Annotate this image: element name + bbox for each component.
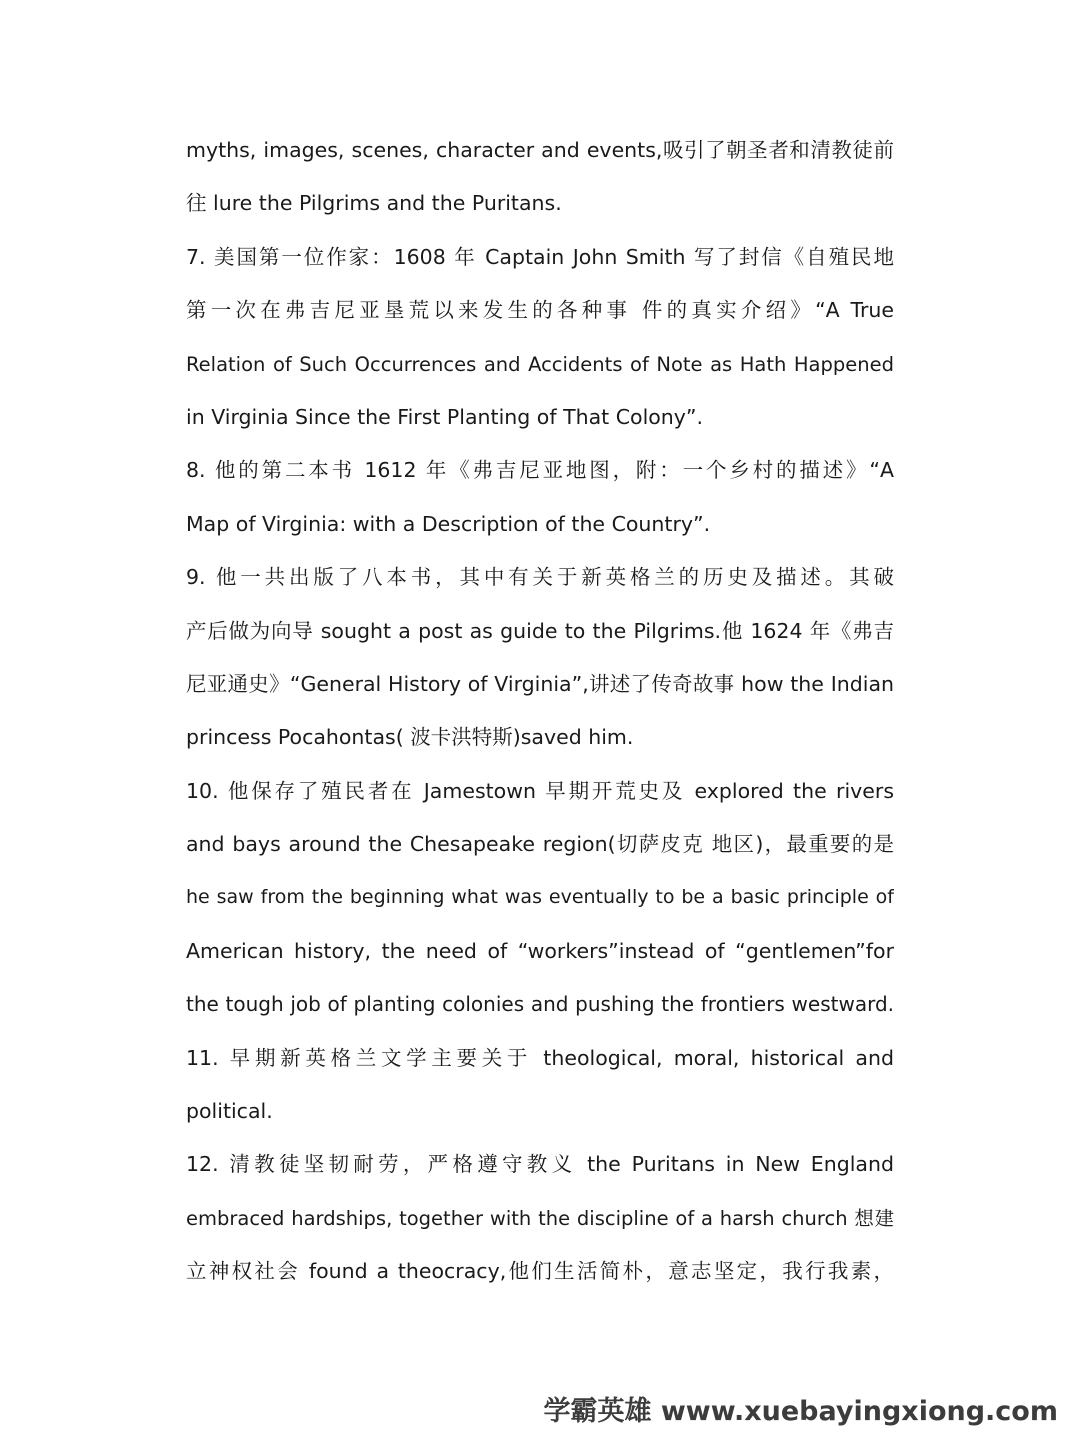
text-line: in Virginia Since the First Planting of That Colony”. <box>186 404 704 429</box>
text-line: 第一次在弗吉尼亚垦荒以来发生的各种事 件的真实介绍》“A True <box>186 298 894 323</box>
site-watermark: 学霸英雄 www.xuebayingxiong.com <box>543 1396 1058 1427</box>
document-body <box>186 124 894 1299</box>
text-line: princess Pocahontas( 波卡洪特斯)saved him. <box>186 725 634 750</box>
text-line: embraced hardships, together with the discipline of a harsh church 想建 <box>186 1206 894 1230</box>
text-line: and bays around the Chesapeake region(切萨皮克 地区)，最重要的是 <box>186 832 894 857</box>
text-line: 11. 早期新英格兰文学主要关于 theological, moral, historical and <box>186 1045 894 1070</box>
text-line: myths, images, scenes, character and events,吸引了朝圣者和清教徒前 <box>186 138 894 162</box>
text-line: 12. 清教徒坚韧耐劳，严格遵守教义 the Puritans in New England <box>186 1152 894 1177</box>
text-line: 尼亚通史》“General History of Virginia”,讲述了传奇故事 how the Indian <box>186 671 894 696</box>
text-line: the tough job of planting colonies and pushing the frontiers westward. <box>186 992 894 1017</box>
text-line: 产后做为向导 sought a post as guide to the Pilgrims.他 1624 年《弗吉 <box>186 618 894 643</box>
text-line: American history, the need of “workers”instead of “gentlemen”for <box>186 938 894 963</box>
text-line: 9. 他一共出版了八本书，其中有关于新英格兰的历史及描述。其破 <box>186 565 894 590</box>
text-line: Relation of Such Occurrences and Accidents of Note as Hath Happened <box>186 352 894 376</box>
text-line: he saw from the beginning what was eventually to be a basic principle of <box>186 886 894 909</box>
text-line: 7. 美国第一位作家：1608 年 Captain John Smith 写了封信《自殖民地 <box>186 244 894 269</box>
text-line: 立神权社会 found a theocracy,他们生活简朴，意志坚定，我行我素， <box>186 1259 894 1284</box>
text-line: 往 lure the Pilgrims and the Puritans. <box>186 191 562 216</box>
text-line: 10. 他保存了殖民者在 Jamestown 早期开荒史及 explored the rivers <box>186 778 894 803</box>
text-line: 8. 他的第二本书 1612 年《弗吉尼亚地图，附：一个乡村的描述》“A <box>186 458 894 483</box>
text-line: political. <box>186 1099 273 1124</box>
text-line: Map of Virginia: with a Description of the Country”. <box>186 511 711 536</box>
